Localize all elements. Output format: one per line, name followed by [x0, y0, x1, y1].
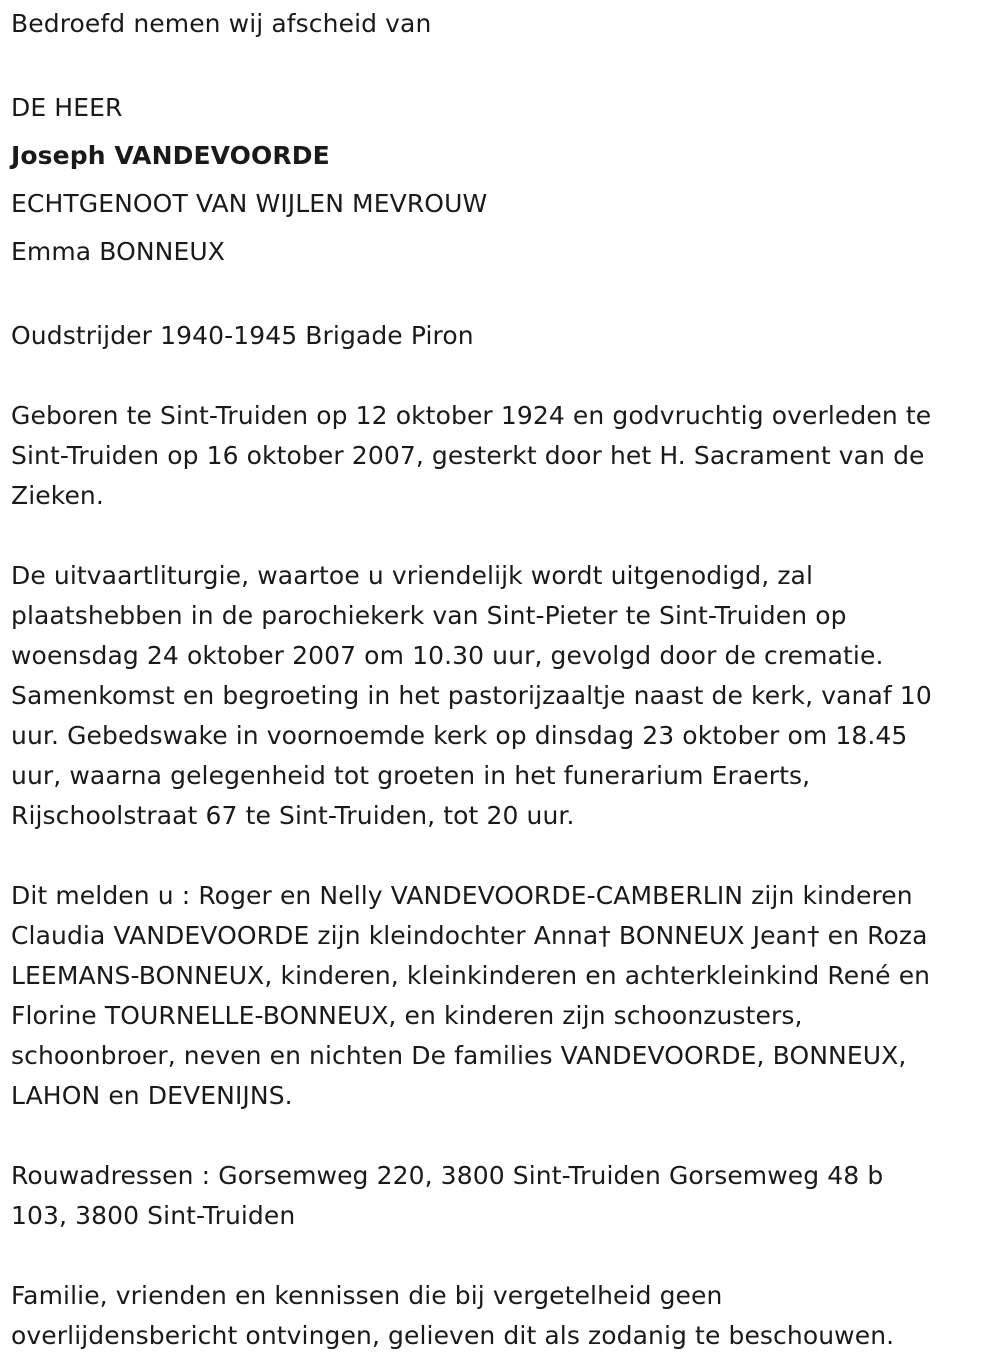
addresses-paragraph [11, 1156, 991, 1236]
relation-text: ECHTGENOOT VAN WIJLEN MEVROUW [11, 189, 488, 218]
veteran-text: Oudstrijder 1940-1945 Brigade Piron [11, 321, 474, 350]
paragraph-line: Rijschoolstraat 67 te Sint-Truiden, tot 20 uur. [11, 801, 575, 830]
paragraph-line: schoonbroer, neven en nichten De families VANDEVOORDE, BONNEUX, [11, 1041, 907, 1070]
paragraph-line: Zieken. [11, 481, 104, 510]
paragraph-line: Familie, vrienden en kennissen die bij vergetelheid geen [11, 1281, 723, 1310]
paragraph-line: LAHON en DEVENIJNS. [11, 1081, 293, 1110]
paragraph-line: uur. Gebedswake in voornoemde kerk op dinsdag 23 oktober om 18.45 [11, 721, 908, 750]
paragraph-line: plaatshebben in de parochiekerk van Sint-Pieter te Sint-Truiden op [11, 601, 847, 630]
deceased-name: Joseph VANDEVOORDE [11, 141, 330, 170]
honorific: DE HEER [11, 93, 123, 122]
paragraph-line: uur, waarna gelegenheid tot groeten in het funerarium Eraerts, [11, 761, 811, 790]
intro-text: Bedroefd nemen wij afscheid van [11, 9, 432, 38]
paragraph-line: Florine TOURNELLE-BONNEUX, en kinderen zijn schoonzusters, [11, 1001, 803, 1030]
paragraph-line: Rouwadressen : Gorsemweg 220, 3800 Sint-Truiden Gorsemweg 48 b [11, 1161, 884, 1190]
paragraph-line: Samenkomst en begroeting in het pastorijzaaltje naast de kerk, vanaf 10 [11, 681, 932, 710]
closing-paragraph [11, 1276, 991, 1356]
paragraph-line: Sint-Truiden op 16 oktober 2007, gesterkt door het H. Sacrament van de [11, 441, 925, 470]
paragraph-line: Dit melden u : Roger en Nelly VANDEVOORDE-CAMBERLIN zijn kinderen [11, 881, 913, 910]
funeral-paragraph [11, 556, 991, 836]
paragraph-line: overlijdensbericht ontvingen, gelieven dit als zodanig te beschouwen. [11, 1321, 895, 1350]
family-paragraph [11, 876, 991, 1116]
obituary-notice [11, 4, 991, 1356]
paragraph-line: woensdag 24 oktober 2007 om 10.30 uur, gevolgd door de crematie. [11, 641, 884, 670]
paragraph-line: Claudia VANDEVOORDE zijn kleindochter Anna† BONNEUX Jean† en Roza [11, 921, 928, 950]
paragraph-line: Geboren te Sint-Truiden op 12 oktober 1924 en godvruchtig overleden te [11, 401, 932, 430]
paragraph-line: 103, 3800 Sint-Truiden [11, 1201, 296, 1230]
paragraph-line: LEEMANS-BONNEUX, kinderen, kleinkinderen en achterkleinkind René en [11, 961, 931, 990]
spouse-name: Emma BONNEUX [11, 237, 225, 266]
paragraph-line: De uitvaartliturgie, waartoe u vriendelijk wordt uitgenodigd, zal [11, 561, 814, 590]
birth-death-paragraph [11, 396, 991, 516]
